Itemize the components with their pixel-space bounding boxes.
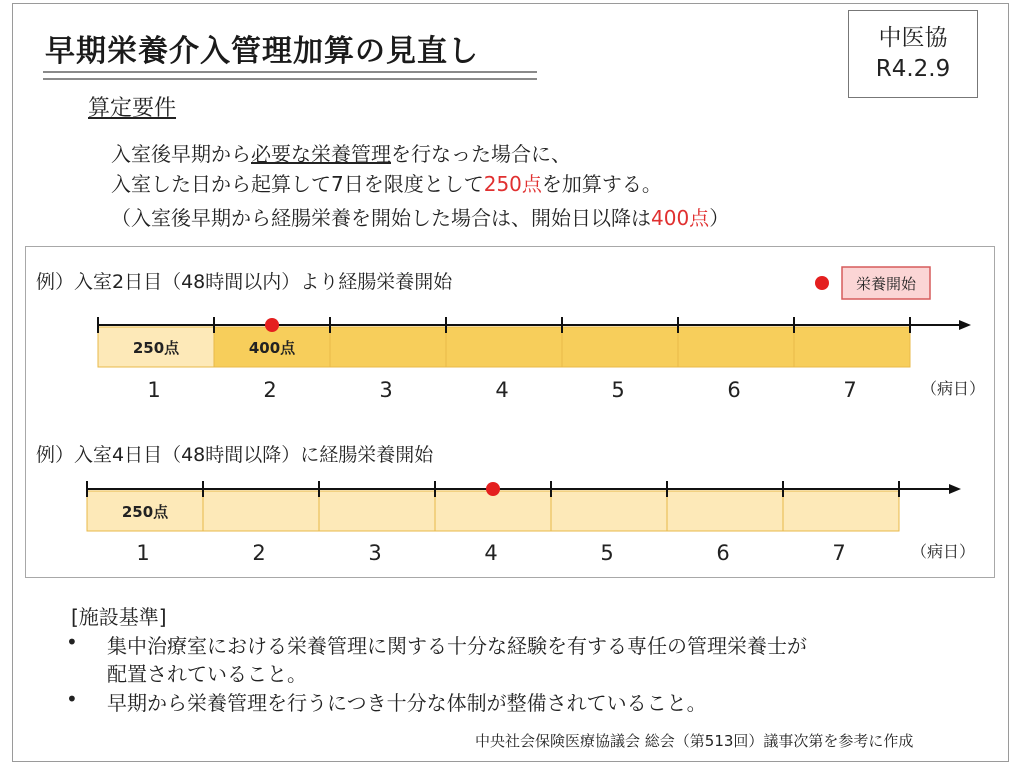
timeline-2-day-7-segment	[783, 491, 899, 531]
timeline-1-day-7-segment	[794, 327, 910, 367]
legend-marker	[815, 276, 829, 290]
timeline-2-day-label: 3	[368, 541, 382, 565]
timeline-1-arrow	[959, 320, 971, 330]
timeline-1-day-label: 3	[379, 378, 393, 402]
timeline-2-day-3-segment	[319, 491, 435, 531]
source-badge	[848, 10, 978, 98]
facility-bullet-1-line2: 配置されていること。	[107, 662, 307, 686]
timeline-1-day-label: 6	[727, 378, 741, 402]
timelines	[26, 247, 994, 577]
requirement-text: （入室後早期から経腸栄養を開始した場合は、開始日以降は	[111, 206, 651, 230]
timeline-2-day-6-segment	[667, 491, 783, 531]
timeline-1-segment-points: 250点	[132, 339, 180, 357]
badge-line2: R4.2.9	[875, 56, 951, 82]
requirement-text: を加算する。	[541, 172, 662, 196]
nutrition-start-marker	[265, 318, 279, 332]
timeline-2-day-label: 7	[832, 541, 846, 565]
bullet-dot: •	[66, 687, 78, 711]
timeline-2-arrow	[949, 484, 961, 494]
timeline-1-day-label: 7	[843, 378, 857, 402]
timeline-1-day-3-segment	[330, 327, 446, 367]
bullet-dot: •	[66, 630, 78, 654]
nutrition-start-marker	[486, 482, 500, 496]
timeline-2-day-label: 6	[716, 541, 730, 565]
timeline-1-day-label: 1	[147, 378, 161, 402]
example-2-label: 例）入室4日目（48時間以降）に経腸栄養開始	[36, 444, 434, 466]
points-400: 400点	[651, 206, 710, 230]
requirement-text: 入室した日から起算して7日を限度として	[111, 172, 484, 196]
timeline-1-day-label: 4	[495, 378, 509, 402]
requirement-underlined: 必要な栄養管理	[251, 142, 391, 166]
requirement-text: ）	[709, 206, 730, 230]
example-panel	[25, 246, 995, 578]
timeline-2-day-5-segment	[551, 491, 667, 531]
requirement-line-1	[111, 138, 571, 167]
title-underline	[43, 71, 537, 80]
slide	[12, 3, 1009, 762]
requirement-text: を行なった場合に、	[391, 142, 571, 166]
requirement-line-3	[111, 202, 729, 231]
timeline-1-day-5-segment	[562, 327, 678, 367]
requirement-line-2	[111, 168, 662, 197]
page-title: 早期栄養介入管理加算の見直し	[45, 34, 479, 69]
timeline-2-day-label: 5	[600, 541, 614, 565]
section-title: 算定要件	[88, 96, 177, 121]
facility-bullet-2-line1: 早期から栄養管理を行うにつき十分な体制が整備されていること。	[107, 691, 707, 715]
timeline-1-unit-label: （病日）	[921, 379, 986, 398]
timeline-1-day-4-segment	[446, 327, 562, 367]
facility-bullet-1-line1: 集中治療室における栄養管理に関する十分な経験を有する専任の管理栄養士が	[107, 634, 807, 658]
timeline-2-day-4-segment	[435, 491, 551, 531]
legend-label: 栄養開始	[855, 275, 917, 293]
timeline-1-day-label: 2	[263, 378, 277, 402]
timeline-2-unit-label: （病日）	[911, 542, 976, 561]
example-1-label: 例）入室2日目（48時間以内）より経腸栄養開始	[36, 271, 453, 293]
badge-line1: 中医協	[878, 25, 948, 51]
timeline-2-segment-points: 250点	[121, 503, 169, 521]
timeline-2-day-label: 1	[136, 541, 150, 565]
points-250: 250点	[483, 172, 542, 196]
timeline-2-day-label: 2	[252, 541, 266, 565]
timeline-2-day-2-segment	[203, 491, 319, 531]
facility-heading: [施設基準]	[71, 605, 167, 629]
requirement-text: 入室後早期から	[111, 142, 251, 166]
timeline-1-day-label: 5	[611, 378, 625, 402]
footer-source: 中央社会保険医療協議会 総会（第513回）議事次第を参考に作成	[475, 732, 914, 750]
timeline-1-day-6-segment	[678, 327, 794, 367]
timeline-2-day-label: 4	[484, 541, 498, 565]
timeline-1-segment-points: 400点	[248, 339, 296, 357]
